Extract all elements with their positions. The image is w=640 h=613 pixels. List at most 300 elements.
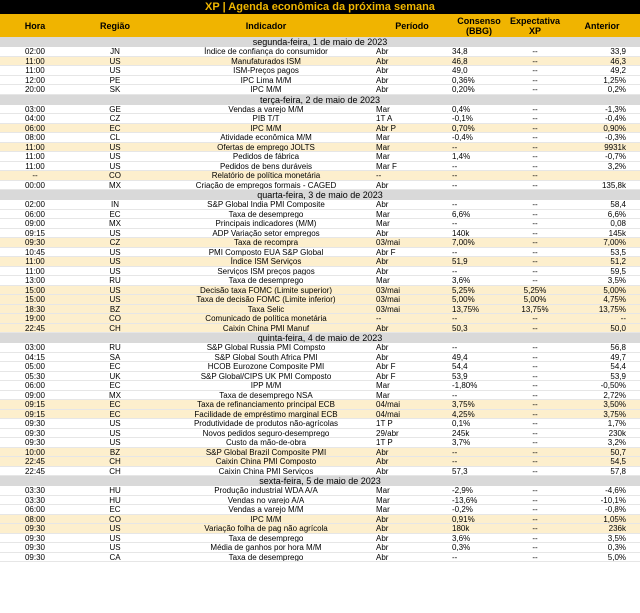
cell-regiao: EC [109, 409, 121, 418]
cell-consenso: -- [452, 266, 458, 275]
cell-periodo: -- [376, 314, 382, 323]
cell-hora: 09:30 [24, 543, 46, 552]
cell-indicador: Facilidade de empréstimo marginal ECB [194, 409, 338, 418]
cell-consenso: 49,4 [452, 352, 468, 361]
cell-periodo: -- [376, 171, 382, 180]
cell-indicador: Vendas a varejo M/M [228, 104, 304, 113]
cell-hora: 22:45 [24, 457, 46, 466]
cell-regiao: US [109, 438, 121, 447]
table-row [0, 410, 640, 420]
cell-consenso: 0,3% [452, 543, 471, 552]
header-regiao: Região [99, 20, 130, 31]
cell-indicador: Caixin China PMI Composto [215, 457, 317, 466]
cell-periodo: Abr [376, 47, 389, 56]
cell-regiao: US [109, 419, 121, 428]
cell-indicador: Taxa de desemprego NSA [219, 390, 313, 399]
cell-hora: 12:00 [24, 75, 46, 84]
cell-periodo: Abr [376, 533, 389, 542]
cell-expectativa: -- [532, 409, 538, 418]
cell-indicador: Caixin China PMI Serviços [218, 466, 314, 475]
cell-anterior: 4,75% [603, 295, 626, 304]
cell-expectativa: -- [532, 209, 538, 218]
cell-anterior: 3,5% [607, 276, 626, 285]
cell-consenso: 34,8 [452, 47, 468, 56]
day-header: quinta-feira, 4 de maio de 2023 [0, 333, 640, 343]
cell-indicador: Caixin China PMI Manuf [222, 323, 310, 332]
cell-periodo: 29/abr [376, 428, 399, 437]
cell-indicador: Índice ISM Serviços [230, 257, 302, 266]
cell-regiao: EC [109, 381, 121, 390]
cell-periodo: Abr [376, 457, 389, 466]
table-row [0, 276, 640, 286]
cell-anterior: 145k [608, 228, 626, 237]
table-row [0, 210, 640, 220]
cell-periodo: Mar [376, 209, 390, 218]
header-hora: Hora [24, 20, 46, 31]
cell-regiao: CO [109, 514, 121, 523]
cell-hora: 04:00 [24, 114, 46, 123]
cell-hora: 09:30 [24, 552, 46, 561]
cell-consenso: 3,7% [452, 438, 471, 447]
cell-anterior: 0,3% [607, 543, 626, 552]
table-row [0, 553, 640, 563]
cell-regiao: CH [109, 466, 121, 475]
cell-expectativa: -- [532, 381, 538, 390]
cell-consenso: 3,6% [452, 533, 471, 542]
cell-regiao: CA [109, 552, 121, 561]
cell-regiao: RU [109, 276, 121, 285]
cell-consenso: 0,4% [452, 104, 471, 113]
cell-anterior: 49,2 [610, 66, 626, 75]
cell-expectativa: -- [532, 133, 538, 142]
table-row [0, 400, 640, 410]
header-indicador: Indicador [245, 20, 287, 31]
cell-regiao: CH [109, 457, 121, 466]
cell-anterior: -0,7% [605, 152, 626, 161]
header-consenso: Consenso (BBG) [457, 15, 501, 36]
cell-regiao: US [109, 285, 121, 294]
table-row [0, 324, 640, 334]
cell-anterior: 54,4 [610, 362, 626, 371]
cell-indicador: Taxa de decisão FOMC (Limite inferior) [196, 295, 336, 304]
cell-expectativa: -- [532, 505, 538, 514]
cell-regiao: MX [109, 219, 121, 228]
cell-hora: 15:00 [24, 295, 46, 304]
cell-consenso: 50,3 [452, 323, 468, 332]
cell-hora: 11:00 [25, 161, 45, 170]
cell-consenso: -- [452, 390, 458, 399]
cell-anterior: -1,3% [605, 104, 626, 113]
cell-consenso: -- [452, 343, 458, 352]
cell-anterior: 236k [608, 524, 626, 533]
cell-consenso: -- [452, 457, 458, 466]
cell-periodo: Abr F [376, 247, 396, 256]
cell-anterior: 0,08 [610, 219, 626, 228]
cell-periodo: Abr F [376, 371, 396, 380]
cell-consenso: -- [452, 314, 458, 323]
cell-anterior: 9931k [604, 142, 626, 151]
cell-regiao: US [109, 247, 121, 256]
cell-consenso: 0,1% [452, 419, 471, 428]
cell-anterior: 53,5 [610, 247, 626, 256]
cell-regiao: BZ [109, 304, 121, 313]
cell-anterior: -0,50% [600, 381, 626, 390]
cell-expectativa: -- [532, 314, 538, 323]
cell-consenso: -13,6% [452, 495, 478, 504]
table-row [0, 448, 640, 458]
cell-expectativa: -- [532, 161, 538, 170]
cell-regiao: US [109, 295, 121, 304]
cell-anterior: -4,6% [605, 486, 626, 495]
cell-indicador: Vendas no varejo A/A [227, 495, 305, 504]
table-row [0, 143, 640, 153]
cell-indicador: IPC M/M [250, 85, 282, 94]
header-expectativa: Expectativa XP [509, 15, 561, 36]
cell-periodo: Abr [376, 552, 389, 561]
cell-periodo: Abr [376, 266, 389, 275]
table-row [0, 238, 640, 248]
agenda-table [0, 37, 640, 562]
cell-expectativa: -- [532, 200, 538, 209]
cell-indicador: Manufaturados ISM [231, 56, 301, 65]
cell-consenso: 0,91% [452, 514, 475, 523]
cell-hora: 09:30 [24, 238, 46, 247]
cell-regiao: CO [109, 314, 121, 323]
cell-consenso: -- [452, 142, 458, 151]
cell-indicador: Custo da mão-de-obra [225, 438, 307, 447]
cell-anterior: 1,7% [607, 419, 626, 428]
table-row [0, 114, 640, 124]
cell-hora: 11:00 [25, 56, 45, 65]
cell-indicador: Produtividade de produtos não-agrícolas [193, 419, 339, 428]
cell-regiao: EC [109, 505, 121, 514]
cell-expectativa: -- [532, 533, 538, 542]
cell-consenso: -- [452, 247, 458, 256]
cell-hora: 03:30 [24, 486, 46, 495]
table-row [0, 200, 640, 210]
cell-anterior: 49,7 [610, 352, 626, 361]
cell-regiao: SK [109, 85, 121, 94]
table-row [0, 219, 640, 229]
cell-periodo: Mar [376, 505, 390, 514]
cell-hora: 03:00 [24, 343, 46, 352]
cell-consenso: 6,6% [452, 209, 471, 218]
cell-hora: 09:30 [24, 533, 46, 542]
cell-regiao: US [109, 428, 121, 437]
cell-anterior: -0,3% [605, 133, 626, 142]
cell-indicador: IPC M/M [250, 123, 282, 132]
cell-periodo: 1T P [376, 419, 393, 428]
cell-expectativa: -- [532, 114, 538, 123]
cell-regiao: PE [109, 75, 121, 84]
cell-regiao: BZ [109, 447, 121, 456]
cell-consenso: 0,36% [452, 75, 475, 84]
cell-indicador: Serviços ISM preços pagos [217, 266, 315, 275]
table-row [0, 534, 640, 544]
table-row [0, 162, 640, 172]
cell-indicador: Variação folha de pag não agrícola [204, 524, 328, 533]
cell-consenso: 54,4 [452, 362, 468, 371]
cell-hora: 00:00 [24, 180, 46, 189]
cell-consenso: 46,8 [452, 56, 468, 65]
cell-hora: 09:00 [24, 219, 46, 228]
cell-indicador: HCOB Eurozone Composite PMI [207, 362, 325, 371]
cell-consenso: 51,9 [452, 257, 468, 266]
cell-expectativa: -- [532, 66, 538, 75]
cell-expectativa: -- [532, 123, 538, 132]
cell-hora: 10:45 [24, 247, 46, 256]
cell-regiao: GE [109, 104, 121, 113]
cell-regiao: US [109, 524, 121, 533]
cell-regiao: US [109, 142, 121, 151]
cell-expectativa: -- [532, 466, 538, 475]
cell-regiao: EC [109, 400, 121, 409]
cell-expectativa: -- [532, 457, 538, 466]
cell-hora: 05:30 [24, 371, 46, 380]
cell-hora: 06:00 [24, 123, 46, 132]
cell-periodo: Mar [376, 104, 390, 113]
cell-expectativa: -- [532, 47, 538, 56]
cell-regiao: CZ [109, 114, 121, 123]
cell-hora: 11:00 [25, 66, 45, 75]
cell-indicador: IPC Lima M/M [240, 75, 292, 84]
cell-expectativa: -- [532, 323, 538, 332]
cell-consenso: -- [452, 200, 458, 209]
cell-expectativa: -- [532, 142, 538, 151]
cell-anterior: 230k [608, 428, 626, 437]
table-row [0, 295, 640, 305]
table-row [0, 419, 640, 429]
cell-consenso: 0,70% [452, 123, 475, 132]
cell-expectativa: -- [532, 219, 538, 228]
cell-regiao: CZ [109, 238, 121, 247]
cell-hora: 09:00 [24, 390, 46, 399]
cell-expectativa: -- [532, 180, 538, 189]
cell-expectativa: -- [532, 238, 538, 247]
cell-indicador: Atividade econômica M/M [220, 133, 312, 142]
cell-consenso: -2,9% [452, 486, 473, 495]
table-row [0, 515, 640, 525]
cell-periodo: Mar [376, 486, 390, 495]
cell-periodo: Mar [376, 495, 390, 504]
cell-periodo: 03/mai [376, 295, 401, 304]
cell-periodo: Abr [376, 257, 389, 266]
day-header: segunda-feira, 1 de maio de 2023 [0, 37, 640, 47]
cell-hora: 18:30 [24, 304, 46, 313]
cell-expectativa: -- [532, 85, 538, 94]
cell-indicador: Comunicado de política monetária [205, 314, 327, 323]
cell-anterior: 135,8k [601, 180, 626, 189]
cell-hora: 03:00 [24, 104, 46, 113]
table-row [0, 467, 640, 477]
cell-hora: 05:00 [24, 362, 46, 371]
table-row [0, 124, 640, 134]
table-row [0, 229, 640, 239]
cell-anterior: 56,8 [610, 343, 626, 352]
cell-regiao: US [109, 543, 121, 552]
cell-anterior: -10,1% [600, 495, 626, 504]
day-header: quarta-feira, 3 de maio de 2023 [0, 190, 640, 200]
cell-regiao: JN [110, 47, 120, 56]
table-row [0, 286, 640, 296]
cell-indicador: IPP M/M [250, 381, 282, 390]
cell-anterior: -- [620, 314, 626, 323]
cell-consenso: -- [452, 552, 458, 561]
cell-consenso: 49,0 [452, 66, 468, 75]
cell-anterior: 0,2% [607, 85, 626, 94]
cell-consenso: 7,00% [452, 238, 475, 247]
cell-periodo: 1T P [376, 438, 393, 447]
cell-anterior: 46,3 [610, 56, 626, 65]
cell-consenso: 3,75% [452, 400, 475, 409]
cell-consenso: -0,1% [452, 114, 473, 123]
cell-hora: 11:00 [25, 142, 45, 151]
cell-anterior: 3,75% [603, 409, 626, 418]
cell-periodo: Abr [376, 228, 389, 237]
cell-consenso: -- [452, 447, 458, 456]
cell-expectativa: 5,25% [523, 285, 547, 294]
cell-hora: 11:00 [25, 257, 45, 266]
cell-hora: 13:00 [24, 276, 46, 285]
cell-periodo: Mar [376, 152, 390, 161]
cell-expectativa: -- [532, 486, 538, 495]
cell-consenso: -0,2% [452, 505, 473, 514]
cell-indicador: Ofertas de emprego JOLTS [217, 142, 315, 151]
table-row [0, 496, 640, 506]
cell-expectativa: -- [532, 362, 538, 371]
cell-expectativa: -- [532, 75, 538, 84]
cell-periodo: Abr [376, 343, 389, 352]
cell-periodo: 03/mai [376, 238, 401, 247]
cell-anterior: 51,2 [610, 257, 626, 266]
cell-regiao: HU [109, 486, 121, 495]
cell-anterior: 33,9 [610, 47, 626, 56]
table-row [0, 524, 640, 534]
cell-hora: 02:00 [24, 200, 46, 209]
cell-anterior: 0,90% [603, 123, 626, 132]
table-row [0, 181, 640, 191]
cell-anterior: 59,5 [610, 266, 626, 275]
cell-periodo: Mar [376, 390, 390, 399]
cell-hora: 06:00 [24, 505, 46, 514]
cell-expectativa: 13,75% [521, 304, 549, 313]
cell-periodo: Abr [376, 85, 389, 94]
cell-periodo: Abr [376, 75, 389, 84]
cell-periodo: 1T A [376, 114, 393, 123]
cell-consenso: 3,6% [452, 276, 471, 285]
table-row [0, 257, 640, 267]
table-row [0, 343, 640, 353]
cell-expectativa: 5,00% [523, 295, 547, 304]
cell-indicador: Taxa de desemprego [228, 276, 304, 285]
cell-consenso: -- [452, 180, 458, 189]
cell-consenso: -- [452, 171, 458, 180]
cell-consenso: 13,75% [452, 304, 480, 313]
cell-regiao: MX [109, 180, 121, 189]
cell-periodo: Abr [376, 543, 389, 552]
cell-periodo: Mar [376, 381, 390, 390]
cell-expectativa: -- [532, 543, 538, 552]
cell-anterior: 54,5 [610, 457, 626, 466]
cell-expectativa: -- [532, 247, 538, 256]
cell-expectativa: -- [532, 104, 538, 113]
cell-hora: 09:30 [24, 438, 46, 447]
cell-indicador: Pedidos de bens duráveis [219, 161, 313, 170]
cell-indicador: ISM-Preços pagos [233, 66, 299, 75]
table-row [0, 429, 640, 439]
cell-periodo: 03/mai [376, 304, 401, 313]
cell-anterior: 50,0 [610, 323, 626, 332]
cell-anterior: 7,00% [603, 238, 626, 247]
cell-indicador: Principais indicadores (M/M) [215, 219, 317, 228]
page-title: XP | Agenda econômica da próxima semana [0, 0, 640, 14]
table-row [0, 438, 640, 448]
cell-consenso: 5,00% [452, 295, 475, 304]
cell-regiao: UK [109, 371, 121, 380]
cell-periodo: Abr F [376, 362, 396, 371]
table-row [0, 267, 640, 277]
cell-anterior: 50,7 [610, 447, 626, 456]
cell-periodo: Abr [376, 466, 389, 475]
cell-regiao: US [109, 228, 121, 237]
cell-hora: 22:45 [24, 466, 46, 475]
cell-hora: 09:15 [24, 409, 46, 418]
cell-expectativa: -- [532, 276, 538, 285]
cell-periodo: Mar [376, 219, 390, 228]
cell-regiao: CO [109, 171, 121, 180]
cell-anterior: 53,9 [610, 371, 626, 380]
table-row [0, 85, 640, 95]
cell-periodo: Abr [376, 514, 389, 523]
table-row [0, 362, 640, 372]
header-anterior: Anterior [584, 20, 620, 31]
cell-periodo: Abr [376, 447, 389, 456]
cell-hora: 08:00 [24, 514, 46, 523]
cell-anterior: 1,05% [603, 514, 626, 523]
cell-consenso: 1,4% [452, 152, 471, 161]
cell-expectativa: -- [532, 152, 538, 161]
table-row [0, 76, 640, 86]
cell-hora: -- [32, 171, 38, 180]
cell-regiao: US [109, 257, 121, 266]
cell-hora: 09:30 [24, 419, 46, 428]
day-header: sexta-feira, 5 de maio de 2023 [0, 476, 640, 486]
table-row [0, 391, 640, 401]
cell-consenso: 5,25% [452, 285, 475, 294]
cell-regiao: US [109, 266, 121, 275]
cell-regiao: CH [109, 323, 121, 332]
table-row [0, 372, 640, 382]
cell-regiao: US [109, 533, 121, 542]
cell-hora: 06:00 [24, 209, 46, 218]
cell-periodo: Abr [376, 180, 389, 189]
table-row [0, 57, 640, 67]
table-row [0, 171, 640, 181]
table-row [0, 47, 640, 57]
cell-consenso: -- [452, 219, 458, 228]
cell-expectativa: -- [532, 495, 538, 504]
cell-anterior: 6,6% [607, 209, 626, 218]
cell-anterior: 3,50% [603, 400, 626, 409]
table-row [0, 486, 640, 496]
cell-indicador: S&P Global Russia PMI Compsto [206, 343, 326, 352]
cell-anterior: 5,0% [607, 552, 626, 561]
cell-expectativa: -- [532, 343, 538, 352]
cell-indicador: IPC M/M [250, 514, 282, 523]
cell-indicador: Relatório de política monetária [211, 171, 321, 180]
cell-indicador: Taxa de desemprego [228, 533, 304, 542]
cell-regiao: EC [109, 209, 121, 218]
